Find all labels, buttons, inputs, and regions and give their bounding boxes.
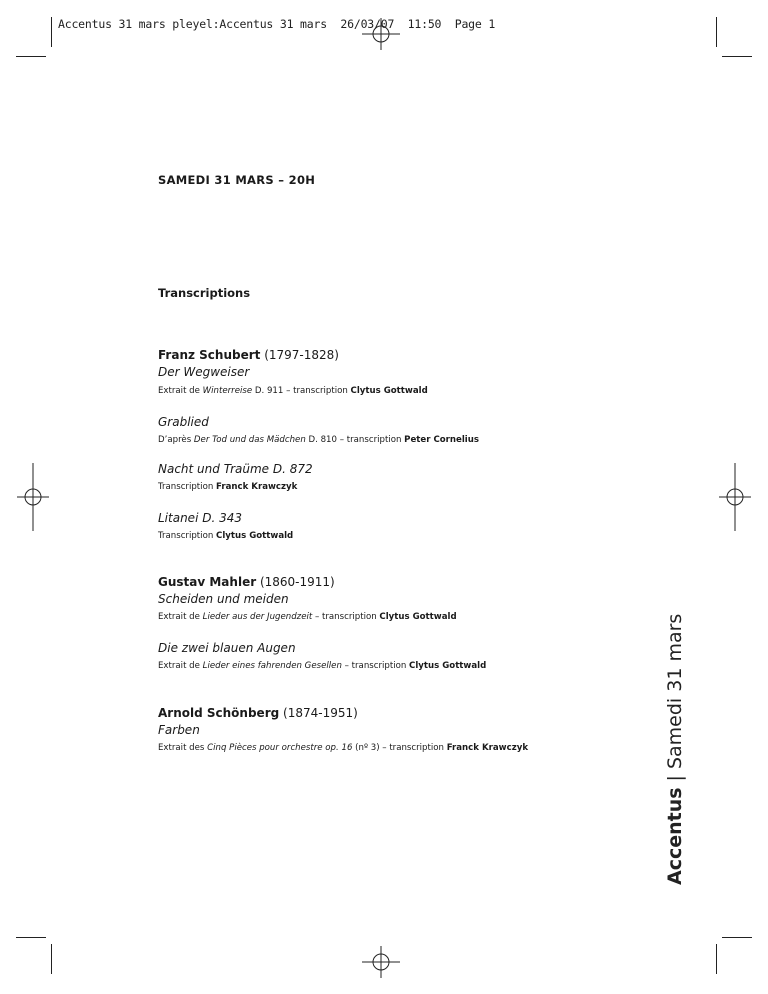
note-arranger: Franck Krawczyk [446, 743, 529, 753]
side-running-title [664, 614, 686, 885]
work-note [158, 743, 528, 753]
concert-date-heading: SAMEDI 31 MARS – 20H [158, 173, 316, 187]
note-prefix: Extrait des [158, 743, 208, 753]
note-arranger: Clytus Gottwald [409, 661, 487, 671]
note-middle: – transcription [341, 661, 410, 671]
note-arranger: Clytus Gottwald [350, 386, 428, 396]
slug-time: 11:50 [407, 17, 442, 31]
program-title: Transcriptions [158, 286, 251, 300]
note-source: Lieder eines fahrenden Gesellen [202, 661, 342, 671]
note-prefix: Extrait de [158, 386, 203, 396]
slug-filename: Accentus 31 mars pleyel:Accentus 31 mars [58, 17, 327, 31]
composer-heading [158, 575, 335, 589]
work-title: Grablied [158, 415, 209, 429]
work-title: Scheiden und meiden [158, 592, 289, 606]
work-title: Litanei D. 343 [158, 511, 242, 525]
slug-date: 26/03/07 [340, 17, 395, 31]
work-note [158, 531, 293, 541]
registration-mark-top [362, 18, 400, 50]
note-middle: D. 810 – transcription [305, 435, 405, 445]
composer-heading [158, 348, 339, 362]
note-middle: D. 911 – transcription [252, 386, 351, 396]
work-note [158, 435, 479, 445]
brand-name: Accentus [664, 787, 686, 885]
slug-page: Page 1 [454, 17, 496, 31]
side-separator: | [664, 775, 686, 782]
note-prefix: Extrait de [158, 661, 203, 671]
note-middle: – transcription [312, 612, 380, 622]
composer-dates: (1874-1951) [283, 706, 358, 720]
composer-dates: (1860-1911) [259, 575, 335, 589]
note-prefix: D’après [158, 435, 194, 445]
work-title: Farben [158, 723, 200, 737]
note-arranger: Clytus Gottwald [216, 531, 294, 541]
registration-mark-left [17, 463, 49, 531]
side-event-label: Samedi 31 mars [664, 613, 686, 770]
work-title: Nacht und Traüme D. 872 [158, 462, 313, 476]
work-note [158, 661, 486, 671]
note-source: Winterreise [202, 386, 253, 396]
work-note [158, 612, 457, 622]
composer-name: Arnold Schönberg [158, 706, 280, 720]
note-prefix: Transcription [158, 482, 217, 492]
note-arranger: Franck Krawczyk [216, 482, 298, 492]
note-source: Cinq Pièces pour orchestre op. 16 [207, 743, 353, 753]
work-note [158, 386, 428, 396]
work-note [158, 482, 297, 492]
registration-mark-right [719, 463, 751, 531]
note-arranger: Clytus Gottwald [379, 612, 457, 622]
note-source: Lieder aus der Jugendzeit [202, 612, 313, 622]
composer-name: Gustav Mahler [158, 575, 257, 589]
note-prefix: Extrait de [158, 612, 203, 622]
composer-name: Franz Schubert [158, 348, 261, 362]
note-source: Der Tod und das Mädchen [193, 435, 306, 445]
work-title: Die zwei blauen Augen [158, 641, 296, 655]
composer-dates: (1797-1828) [264, 348, 339, 362]
work-title: Der Wegweiser [158, 365, 250, 379]
registration-mark-bottom [362, 946, 400, 978]
note-prefix: Transcription [158, 531, 217, 541]
note-middle: (nº 3) – transcription [352, 743, 447, 753]
note-arranger: Peter Cornelius [404, 435, 479, 445]
composer-heading [158, 706, 358, 720]
